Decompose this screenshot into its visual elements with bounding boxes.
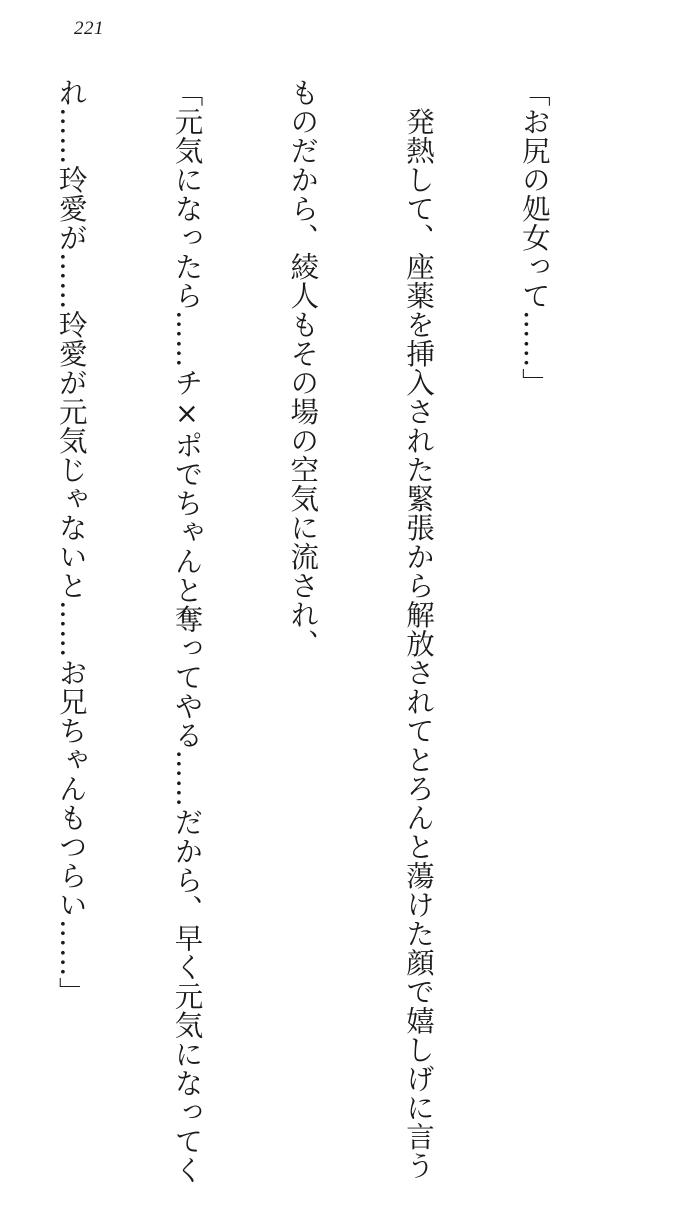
- text-line: れ……玲愛が……玲愛が元気じゃないと……お兄ちゃんもつらい……」: [54, 78, 88, 1006]
- text-line: 「元気になったら……チ×ポでちゃんと奪ってやる……だから、早く元気になってく: [170, 78, 204, 1185]
- text-line: 「お尻の処女って……」: [517, 78, 551, 397]
- body-text: [0, 78, 630, 1185]
- text-line: ものだから、綾人もその場の空気に流され、: [286, 78, 320, 658]
- page-number: 221: [74, 18, 104, 39]
- text-line: 発熱して、座薬を挿入された緊張から解放されてとろんと蕩けた顔で嬉しげに言う: [402, 78, 436, 1180]
